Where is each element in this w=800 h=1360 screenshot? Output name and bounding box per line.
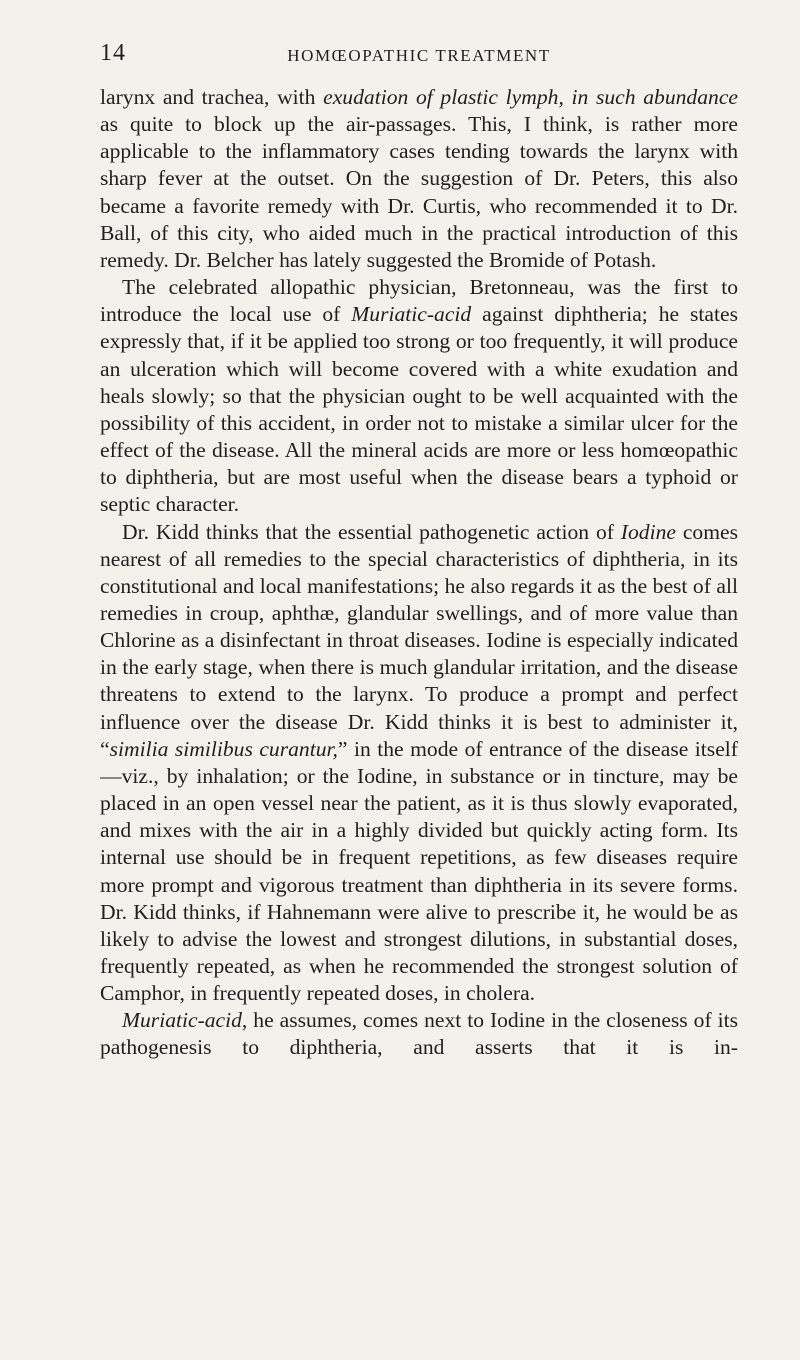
text-run: larynx and trachea, with [100,85,324,109]
text-run: The celebrated allopathic physician, Bretonneau, was the first to introduce the local use of [100,275,738,327]
text-run: he assumes, comes next to Iodine in the closeness of its pathogenesis to diphtheria, and asserts that it is in- [100,1008,738,1060]
paragraph [100,84,738,274]
text-run: ” in the mode of entrance of the disease itself—viz., by inhalation; or the Iodine, in substance or in tincture, may be placed in an open vessel near the patient, as it is thus slowly evaporated, and mixes with the air in a highly divided but quickly acting form. Its internal use should be in frequent repetitions, as few diseases require more prompt and vigorous treatment than diphtheria in its severe forms. Dr. Kidd thinks, if Hahnemann were alive to prescribe it, he would be as likely to advise the lowest and strongest dilutions, in substantial doses, frequently repeated, as when he recommended the strongest solution of Camphor, in frequently repeated doses, in cholera. [100,736,738,1006]
text-run: comes nearest of all remedies to the special characteristics of diphtheria, in its constitutional and local manifestations; he also regards it as the best of all remedies in croup, aphthæ, glandular swellings, and of more value than Chlorine as a disinfectant in throat diseases. Iodine is especially indicated in the early stage, when there is much glandular irritation, and the disease threatens to extend to the larynx. To produce a prompt and perfect influence over the disease Dr. Kidd thinks it is best to administer it, “ [100,519,738,761]
page-number: 14 [100,40,126,66]
paragraph [100,1007,738,1061]
text-run: as quite to block up the air-passages. This, I think, is rather more applicable to the inflammatory cases tending towards the larynx with sharp fever at the outset. On the suggestion of Dr. Peters, this also became a favorite remedy with Dr. Curtis, who recommended it to Dr. Ball, of this city, who aided much in the practical introduction of this remedy. Dr. Belcher has lately suggested the Bromide of Potash. [100,112,738,272]
italic-text-run: similia similibus curantur, [109,736,338,761]
paragraph [100,519,738,1008]
text-run: Dr. Kidd thinks that the essential pathogenetic action of [122,519,621,544]
running-title: HOMŒOPATHIC TREATMENT [287,46,551,65]
paragraph [100,274,738,518]
italic-text-run: exudation of plastic lymph, in such abundance [323,85,738,109]
italic-text-run: Muriatic-acid, [122,1008,248,1033]
text-run: against diphtheria; he states expressly that, if it be applied too strong or too frequently, it will produce an ulceration which will become covered with a white exudation and heals slowly; so that the physician ought to be well acquainted with the possibility of this accident, in order not to mistake a similar ulcer for the effect of the disease. All the mineral acids are more or less homœopathic to diphtheria, but are most useful when the disease bears a typhoid or septic character. [100,302,738,517]
italic-text-run: Muriatic-acid [351,302,472,327]
body-text [100,84,738,1062]
running-header [100,40,738,70]
italic-text-run: Iodine [620,519,676,544]
